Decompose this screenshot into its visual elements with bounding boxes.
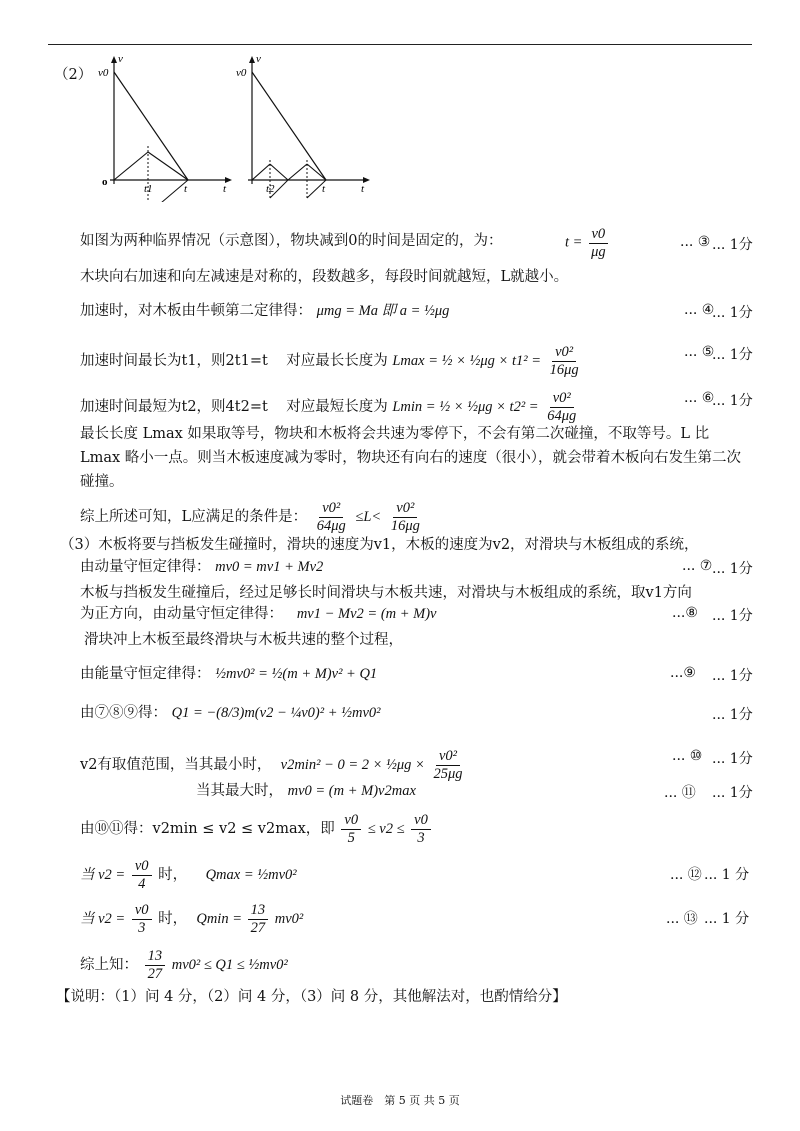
p3-line11: 当 v2 = $\frac{v0}{4}$ 时， Qmax = ½mv0²	[80, 858, 297, 892]
p2-line2: 木块向右加速和向左减速是对称的，段数越多，每段时间就越短，L就越小。	[80, 269, 569, 285]
p3-line2: 由动量守恒定律得： mv0 = mv1 + Mv2	[80, 559, 324, 575]
p2-line3: 加速时，对木板由牛顿第二定律得： μmg = Ma 即 a = ½μg	[80, 303, 450, 319]
eq3-score: ... 1分	[712, 237, 753, 253]
eq6-score: ... 1分	[712, 393, 753, 409]
p3-line1: （3）木板将要与挡板发生碰撞时，滑块的速度为v1，木板的速度为v2，对滑块与木板组成的系统，	[60, 537, 699, 553]
eq7-mark: ... ⑦	[682, 558, 713, 574]
eq4-score: ... 1分	[712, 305, 753, 321]
p2-line1-formula: t = $\frac{v0}{\mu g}$	[565, 226, 611, 260]
p3-line6: 由能量守恒定律得： ½mv0² = ½(m + M)v² + Q1	[80, 666, 378, 682]
p2-line4: 加速时间最长为t1，则2t1=t 对应最长长度为 Lmax = ½ × ½μg × t1² = $\frac{\text{v0²}}{16\mu g}$	[80, 344, 579, 378]
p3-line7: 由⑦⑧⑨得： Q1 = −(8/3)m(v2 − ¼v0)² + ½mv0²	[80, 705, 381, 721]
eq6-mark: ... ⑥	[684, 390, 715, 406]
eq13-score: ... 1 分	[704, 911, 750, 927]
p3-line5: 滑块冲上木板至最终滑块与木板共速的整个过程，	[84, 632, 403, 648]
p2-paragraph: 最长长度 Lmax 如果取等号，物块和木板将会共速为零停下，不会有第二次碰撞，不取等号。L 比 Lmax 略小一点。则当木板速度减为零时，物块还有向右的速度（很小），就会带着木板向右发生第二次碰撞。	[80, 426, 742, 490]
header-rule	[48, 44, 752, 45]
graph2-t-label: t	[322, 183, 326, 195]
graph1-origin: o	[102, 176, 108, 188]
p3-line3: 木板与挡板发生碰撞后，经过足够长时间滑块与木板共速，对滑块与木板组成的系统，取v1方向	[80, 585, 692, 601]
graph2-t2-label: t2	[266, 183, 275, 195]
scoring-note: 【说明：（1）问 4 分，（2）问 4 分，（3）问 8 分，其他解法对，也酌情给分】	[56, 989, 567, 1005]
eq12-mark: ... ⑫	[670, 867, 702, 883]
eq8-mark: ...⑧	[672, 605, 698, 621]
eq5-score: ... 1分	[712, 347, 753, 363]
eq11-score: ... 1分	[712, 785, 753, 801]
p3-line8: v2有取值范围，当其最小时， v2min² − 0 = 2 × ½μg × $\frac{\text{v0²}}{25\mu g}$	[80, 748, 463, 782]
p3-line12: 当 v2 = $\frac{v0}{3}$ 时， Qmin = $\frac{13}{27}$ mv0²	[80, 902, 304, 936]
eq10-score: ... 1分	[712, 751, 753, 767]
p3-line4: 为正方向，由动量守恒定律得： mv1 − Mv2 = (m + M)v	[80, 606, 437, 622]
graph2-v0-label: v0	[236, 67, 247, 79]
p3-line10: 由⑩⑪得：v2min ≤ v2 ≤ v2max，即 $\frac{v0}{5}$ ≤ v2 ≤ $\frac{v0}{3}$	[80, 812, 433, 846]
part2-label: （2）	[54, 67, 93, 83]
graph1-t-axis: t	[223, 183, 227, 195]
graph1-t1-label: t1	[144, 183, 153, 195]
eq8-score: ... 1分	[712, 608, 753, 624]
p3-line13: 综上知： $\frac{13}{27}$ mv0² ≤ Q1 ≤ ½mv0²	[80, 948, 288, 982]
eq13-mark: ... ⑬	[666, 911, 698, 927]
eq9-score: ... 1分	[712, 668, 753, 684]
eq7-score: ... 1分	[712, 561, 753, 577]
eq-q1-score: ... 1分	[712, 707, 753, 723]
eq3-mark: ... ③	[680, 234, 711, 250]
p2-line1: 如图为两种临界情况（示意图），物块减到0的时间是固定的，为：	[80, 233, 503, 249]
eq4-mark: ... ④	[684, 302, 715, 318]
graph2-v-label: v	[256, 53, 261, 65]
p3-line9: 当其最大时， mv0 = (m + M)v2max	[196, 783, 416, 799]
graph-1	[92, 52, 237, 202]
graph1-t-label: t	[184, 183, 188, 195]
graph2-t-axis: t	[361, 183, 365, 195]
eq10-mark: ... ⑩	[672, 748, 703, 764]
eq9-mark: ...⑨	[670, 665, 696, 681]
page-footer: 试题卷 第 5 页 共 5 页	[340, 1094, 460, 1107]
eq5-mark: ... ⑤	[684, 344, 715, 360]
p2-line5: 加速时间最短为t2，则4t2=t 对应最短长度为 Lmin = ½ × ½μg × t2² = $\frac{\text{v0²}}{64\mu g}$	[80, 390, 577, 424]
p2-summary: 综上所述可知，L应满足的条件是： $\frac{\text{v0²}}{64\mu g}$ ≤L< $\frac{\text{v0²}}{16\mu g}$	[80, 500, 420, 534]
eq11-mark: ... ⑪	[664, 785, 696, 801]
graph1-v-label: v	[118, 53, 123, 65]
eq12-score: ... 1 分	[704, 867, 750, 883]
graph1-v0-label: v0	[98, 67, 109, 79]
graph-2	[230, 52, 375, 202]
